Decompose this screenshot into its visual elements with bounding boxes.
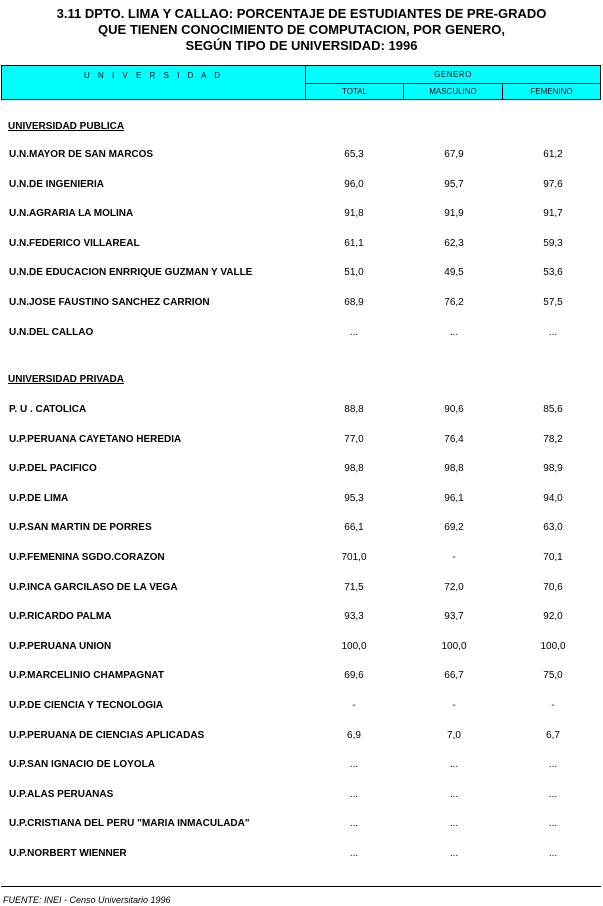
table-row	[0, 611, 603, 625]
table-row	[0, 700, 603, 714]
total-value: 701,0	[341, 552, 367, 563]
masculino-value: ...	[449, 759, 459, 771]
total-value: ...	[349, 759, 359, 771]
masculino-value: -	[452, 552, 456, 563]
femenino-value: 91,7	[543, 208, 563, 220]
femenino-value: ...	[548, 788, 558, 800]
masculino-value: ...	[449, 848, 459, 859]
university-name: U.P.FEMENINA SGDO.CORAZON	[9, 552, 165, 563]
university-name: U.N.DE INGENIERIA	[9, 178, 105, 190]
university-name: U.P.DEL PACIFICO	[9, 463, 97, 475]
table-row	[0, 759, 603, 773]
table-row	[0, 582, 603, 596]
masculino-value: 90,6	[444, 404, 464, 415]
femenino-value: 61,2	[543, 149, 563, 160]
femenino-value: 78,2	[543, 433, 563, 445]
header-universidad: U N I V E R S I D A D	[2, 66, 306, 99]
university-name: U.P.PERUANA DE CIENCIAS APLICADAS	[9, 729, 205, 741]
femenino-value: 98,9	[543, 463, 563, 475]
total-value: 88,8	[344, 404, 364, 415]
header-total: TOTAL	[306, 84, 404, 99]
femenino-value: ...	[548, 326, 558, 338]
title-line-1: 3.11 DPTO. LIMA Y CALLAO: PORCENTAJE DE ESTUDIANTES DE PRE-GRADO	[56, 6, 547, 21]
table-row	[0, 404, 603, 418]
total-value: 96,0	[344, 178, 364, 190]
title-line-3: SEGÚN TIPO DE UNIVERSIDAD: 1996	[185, 38, 418, 53]
femenino-value: 85,6	[543, 404, 563, 415]
femenino-value: 59,3	[543, 237, 563, 249]
total-value: -	[352, 700, 356, 711]
femenino-value: ...	[548, 848, 558, 859]
femenino-value: 92,0	[543, 611, 563, 623]
femenino-value: -	[551, 700, 555, 711]
masculino-value: 62,3	[444, 237, 464, 249]
femenino-value: 70,6	[543, 581, 563, 593]
university-name: U.P.PERUANA CAYETANO HEREDIA	[9, 433, 182, 445]
femenino-value: 63,0	[543, 522, 563, 534]
university-name: U.N.DEL CALLAO	[9, 326, 94, 338]
femenino-value: 6,7	[546, 729, 560, 741]
table-row	[0, 789, 603, 803]
university-name: U.P.SAN MARTIN DE PORRES	[9, 522, 152, 534]
table-row	[0, 552, 603, 566]
university-name: U.N.AGRARIA LA MOLINA	[9, 208, 134, 220]
table-row	[0, 818, 603, 832]
university-name: U.P.DE LIMA	[9, 492, 69, 504]
total-value: 100,0	[341, 640, 367, 652]
masculino-value: ...	[449, 326, 459, 338]
table-row	[0, 848, 603, 862]
total-value: 66,1	[344, 522, 364, 534]
total-value: ...	[349, 326, 359, 338]
table-row	[0, 434, 603, 448]
masculino-value: 76,2	[444, 297, 464, 308]
university-name: U.N.JOSE FAUSTINO SANCHEZ CARRION	[9, 297, 210, 308]
table-row	[0, 641, 603, 655]
header-femenino: FEMENINO	[530, 87, 573, 96]
university-name: U.P.CRISTIANA DEL PERU "MARIA INMACULADA"	[9, 818, 250, 830]
total-value: 6,9	[347, 729, 361, 741]
table-row	[0, 522, 603, 536]
title-line-2: QUE TIENEN CONOCIMIENTO DE COMPUTACION, POR GENERO,	[98, 22, 505, 37]
header-genero: GENERO	[306, 66, 600, 84]
femenino-value: 70,1	[543, 552, 563, 563]
source-note: FUENTE: INEI - Censo Universitario 1996	[3, 895, 171, 905]
total-value: 93,3	[344, 611, 364, 623]
femenino-value: 75,0	[543, 670, 563, 682]
university-name: P. U . CATOLICA	[9, 404, 87, 415]
university-name: U.P.INCA GARCILASO DE LA VEGA	[9, 581, 178, 593]
university-name: U.P.SAN IGNACIO DE LOYOLA	[9, 759, 155, 771]
masculino-value: ...	[449, 818, 459, 830]
table-row	[0, 463, 603, 477]
total-value: ...	[349, 818, 359, 830]
masculino-value: ...	[449, 788, 459, 800]
total-value: 77,0	[344, 433, 364, 445]
total-value: 98,8	[344, 463, 364, 475]
total-value: 51,0	[344, 267, 364, 279]
university-name: U.N.MAYOR DE SAN MARCOS	[9, 149, 154, 160]
page-title	[0, 6, 603, 54]
total-value: 69,6	[344, 670, 364, 682]
femenino-value: 97,6	[543, 178, 563, 190]
total-value: 95,3	[344, 492, 364, 504]
total-value: 68,9	[344, 297, 364, 308]
table-row	[0, 297, 603, 311]
university-name: U.N.DE EDUCACION ENRRIQUE GUZMAN Y VALLE	[9, 267, 253, 279]
table-row	[0, 730, 603, 744]
university-name: U.P.ALAS PERUANAS	[9, 788, 114, 800]
total-value: ...	[349, 848, 359, 859]
masculino-value: 95,7	[444, 178, 464, 190]
total-value: 71,5	[344, 581, 364, 593]
femenino-value: 100,0	[540, 640, 566, 652]
table-row	[0, 267, 603, 281]
university-name: U.P.DE CIENCIA Y TECNOLOGIA	[9, 700, 164, 711]
femenino-value: 94,0	[543, 492, 563, 504]
university-name: U.P.RICARDO PALMA	[9, 611, 112, 623]
university-name: U.P.NORBERT WIENNER	[9, 848, 127, 859]
university-name: U.N.FEDERICO VILLAREAL	[9, 237, 140, 249]
table-row	[0, 208, 603, 222]
total-value: 65,3	[344, 149, 364, 160]
section-publica: UNIVERSIDAD PUBLICA	[8, 121, 125, 132]
table-row	[0, 670, 603, 684]
table-row	[0, 149, 603, 163]
masculino-value: 96,1	[444, 492, 464, 504]
footer-rule	[1, 886, 601, 887]
masculino-value: 98,8	[444, 463, 464, 475]
masculino-value: 7,0	[447, 729, 461, 741]
table-row	[0, 327, 603, 341]
total-value: 61,1	[344, 237, 364, 249]
masculino-value: -	[452, 700, 456, 711]
table-row	[0, 238, 603, 252]
university-name: U.P.MARCELINIO CHAMPAGNAT	[9, 670, 164, 682]
header-masculino: MASCULINO	[404, 84, 503, 99]
total-value: 91,8	[344, 208, 364, 220]
table-row	[0, 179, 603, 193]
masculino-value: 67,9	[444, 149, 464, 160]
masculino-value: 69,2	[444, 522, 464, 534]
table-row	[0, 493, 603, 507]
femenino-value: ...	[548, 818, 558, 830]
university-name: U.P.PERUANA UNION	[9, 640, 112, 652]
table-header	[1, 65, 601, 100]
masculino-value: 76,4	[444, 433, 464, 445]
masculino-value: 93,7	[444, 611, 464, 623]
femenino-value: 53,6	[543, 267, 563, 279]
masculino-value: 49,5	[444, 267, 464, 279]
masculino-value: 66,7	[444, 670, 464, 682]
masculino-value: 100,0	[441, 640, 467, 652]
section-privada: UNIVERSIDAD PRIVADA	[8, 374, 124, 385]
femenino-value: ...	[548, 759, 558, 771]
masculino-value: 72,0	[444, 581, 464, 593]
femenino-value: 57,5	[543, 297, 563, 308]
masculino-value: 91,9	[444, 208, 464, 220]
total-value: ...	[349, 788, 359, 800]
